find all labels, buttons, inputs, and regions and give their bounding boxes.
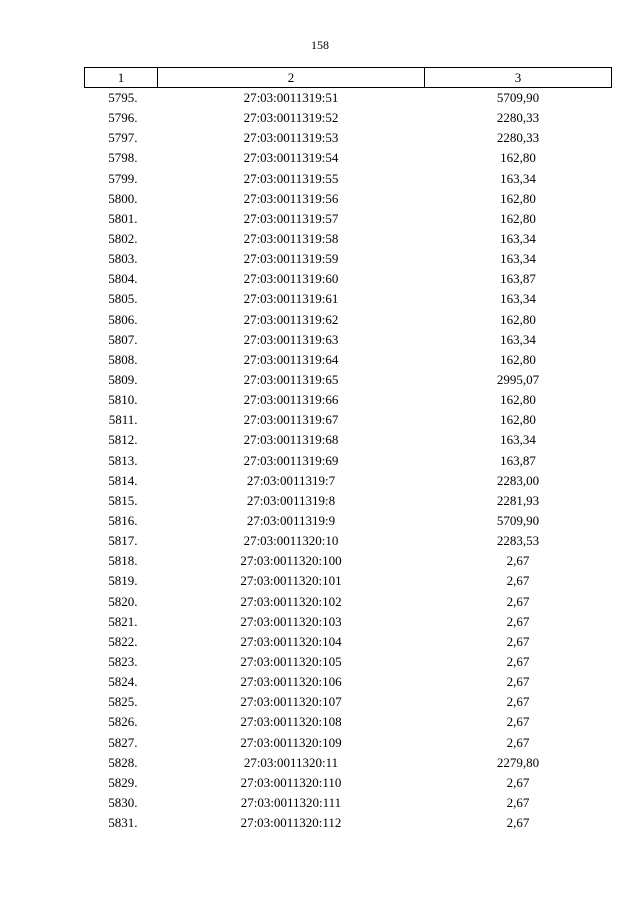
table-row	[85, 571, 612, 591]
cadastral-number: 27:03:0011320:102	[240, 593, 342, 609]
area-value: 2283,53	[496, 533, 540, 549]
cadastral-number: 27:03:0011320:100	[240, 553, 342, 569]
row-index: 5824.	[108, 674, 138, 690]
table-row	[85, 148, 612, 168]
row-index: 5817.	[108, 533, 138, 549]
area-value: 162,80	[500, 210, 536, 226]
area-value: 163,34	[500, 291, 536, 307]
cadastral-number: 27:03:0011320:109	[240, 734, 342, 750]
table-row	[85, 249, 612, 269]
table-row	[85, 108, 612, 128]
cadastral-number: 27:03:0011319:59	[243, 251, 339, 267]
area-value: 162,80	[500, 392, 536, 408]
table-row	[85, 430, 612, 450]
cadastral-number: 27:03:0011320:110	[240, 774, 342, 790]
cadastral-number: 27:03:0011320:108	[240, 714, 342, 730]
cadastral-number: 27:03:0011319:8	[246, 492, 336, 508]
row-index: 5805.	[108, 291, 138, 307]
area-value: 2995,07	[496, 372, 540, 388]
cadastral-number: 27:03:0011319:68	[243, 432, 339, 448]
area-value: 2,67	[506, 593, 530, 609]
table-row	[85, 310, 612, 330]
cadastral-number: 27:03:0011320:112	[240, 815, 342, 831]
area-value: 2,67	[506, 553, 530, 569]
row-index: 5821.	[108, 613, 138, 629]
cadastral-number: 27:03:0011320:104	[240, 633, 342, 649]
table-row	[85, 209, 612, 229]
table-row	[85, 229, 612, 249]
area-value: 162,80	[500, 311, 536, 327]
row-index: 5800.	[108, 190, 138, 206]
row-index: 5801.	[108, 210, 138, 226]
row-index: 5831.	[108, 815, 138, 831]
table-row	[85, 753, 612, 773]
table-row	[85, 531, 612, 551]
cadastral-number: 27:03:0011319:7	[246, 472, 336, 488]
table-row	[85, 592, 612, 612]
area-value: 2280,33	[496, 110, 540, 126]
table-row	[85, 652, 612, 672]
table-row	[85, 410, 612, 430]
area-value: 163,87	[500, 452, 536, 468]
area-value: 163,34	[500, 170, 536, 186]
area-value: 5709,90	[496, 90, 540, 106]
area-value: 2,67	[506, 613, 530, 629]
row-index: 5807.	[108, 331, 138, 347]
area-value: 163,34	[500, 331, 536, 347]
cadastral-number: 27:03:0011320:101	[240, 573, 342, 589]
row-index: 5804.	[108, 271, 138, 287]
area-value: 2283,00	[496, 472, 540, 488]
row-index: 5816.	[108, 513, 138, 529]
column-header-cadastral-number: 2	[158, 68, 425, 88]
area-value: 2,67	[506, 654, 530, 669]
cadastral-number: 27:03:0011319:66	[243, 392, 339, 408]
row-index: 5803.	[108, 251, 138, 267]
row-index: 5802.	[108, 231, 138, 247]
area-value: 162,80	[500, 190, 536, 206]
row-index: 5819.	[108, 573, 138, 589]
page-number: 158	[311, 38, 329, 52]
cadastral-number: 27:03:0011319:62	[243, 311, 339, 327]
row-index: 5806.	[108, 311, 138, 327]
area-value: 2281,93	[496, 492, 540, 508]
cadastral-number: 27:03:0011319:55	[243, 170, 339, 186]
table-row	[85, 712, 612, 732]
area-value: 2,67	[506, 794, 530, 810]
table-row	[85, 390, 612, 410]
table-row	[85, 511, 612, 531]
row-index: 5830.	[108, 794, 138, 810]
cadastral-number: 27:03:0011319:53	[243, 130, 339, 146]
row-index: 5829.	[108, 774, 138, 790]
cadastral-number: 27:03:0011319:57	[243, 210, 339, 226]
row-index: 5799.	[108, 170, 138, 186]
row-index: 5808.	[108, 351, 138, 367]
header-row	[85, 68, 612, 88]
column-header-area: 3	[425, 68, 612, 88]
table-row	[85, 350, 612, 370]
cadastral-number: 27:03:0011320:10	[243, 533, 339, 549]
cadastral-number: 27:03:0011320:111	[240, 794, 342, 810]
cadastral-number: 27:03:0011319:63	[243, 331, 339, 347]
area-value: 162,80	[500, 150, 536, 166]
column-header-index: 1	[85, 68, 158, 88]
row-index: 5811.	[108, 412, 138, 428]
registry-table	[84, 67, 612, 833]
row-index: 5798.	[108, 150, 138, 166]
table-body	[85, 88, 612, 834]
row-index: 5815.	[108, 492, 138, 508]
area-value: 5709,90	[496, 513, 540, 529]
table-row	[85, 330, 612, 350]
area-value: 2,67	[506, 674, 530, 690]
table-row	[85, 370, 612, 390]
area-value: 2,67	[506, 774, 530, 790]
table-row	[85, 692, 612, 712]
area-value: 2279,80	[496, 754, 540, 770]
table-header	[85, 68, 612, 88]
table-row	[85, 632, 612, 652]
area-value: 162,80	[500, 412, 536, 428]
area-value: 163,34	[500, 231, 536, 247]
row-index: 5823.	[108, 654, 138, 669]
table-row	[85, 672, 612, 692]
cadastral-number: 27:03:0011319:67	[243, 412, 339, 428]
row-index: 5812.	[108, 432, 138, 448]
table-row	[85, 813, 612, 833]
cadastral-number: 27:03:0011320:106	[240, 674, 342, 690]
cadastral-number: 27:03:0011319:51	[243, 90, 339, 106]
table-row	[85, 289, 612, 309]
row-index: 5822.	[108, 633, 138, 649]
row-index: 5797.	[108, 130, 138, 146]
row-index: 5810.	[108, 392, 138, 408]
cadastral-number: 27:03:0011319:65	[243, 372, 339, 388]
area-value: 2,67	[506, 694, 530, 710]
cadastral-number: 27:03:0011320:107	[240, 694, 342, 710]
cadastral-number: 27:03:0011320:105	[240, 654, 342, 669]
row-index: 5795.	[108, 90, 138, 106]
table-row	[85, 551, 612, 571]
cadastral-number: 27:03:0011320:103	[240, 613, 342, 629]
table-row	[85, 773, 612, 793]
row-index: 5825.	[108, 694, 138, 710]
area-value: 2,67	[506, 734, 530, 750]
table-row	[85, 451, 612, 471]
cadastral-number: 27:03:0011319:56	[243, 190, 339, 206]
area-value: 162,80	[500, 351, 536, 367]
table-row	[85, 128, 612, 148]
table-row	[85, 612, 612, 632]
table-row	[85, 169, 612, 189]
cadastral-number: 27:03:0011319:64	[243, 351, 339, 367]
cadastral-number: 27:03:0011319:69	[243, 452, 339, 468]
row-index: 5814.	[108, 472, 138, 488]
area-value: 2,67	[506, 633, 530, 649]
area-value: 163,87	[500, 271, 536, 287]
cadastral-number: 27:03:0011320:11	[243, 754, 339, 770]
cadastral-number: 27:03:0011319:54	[243, 150, 339, 166]
area-value: 2,67	[506, 714, 530, 730]
cadastral-number: 27:03:0011319:61	[243, 291, 339, 307]
row-index: 5826.	[108, 714, 138, 730]
table-row	[85, 88, 612, 109]
table-row	[85, 733, 612, 753]
area-value: 2280,33	[496, 130, 540, 146]
row-index: 5813.	[108, 452, 138, 468]
table-row	[85, 793, 612, 813]
row-index: 5809.	[108, 372, 138, 388]
cadastral-number: 27:03:0011319:9	[246, 513, 336, 529]
table-row	[85, 189, 612, 209]
table-row	[85, 471, 612, 491]
row-index: 5827.	[108, 734, 138, 750]
area-value: 163,34	[500, 251, 536, 267]
table-row	[85, 269, 612, 289]
cadastral-number: 27:03:0011319:58	[243, 231, 339, 247]
area-value: 163,34	[500, 432, 536, 448]
row-index: 5820.	[108, 593, 138, 609]
table-row	[85, 491, 612, 511]
cadastral-number: 27:03:0011319:52	[243, 110, 339, 126]
area-value: 2,67	[506, 815, 530, 831]
area-value: 2,67	[506, 573, 530, 589]
cadastral-number: 27:03:0011319:60	[243, 271, 339, 287]
row-index: 5828.	[108, 754, 138, 770]
row-index: 5796.	[108, 110, 138, 126]
row-index: 5818.	[108, 553, 138, 569]
